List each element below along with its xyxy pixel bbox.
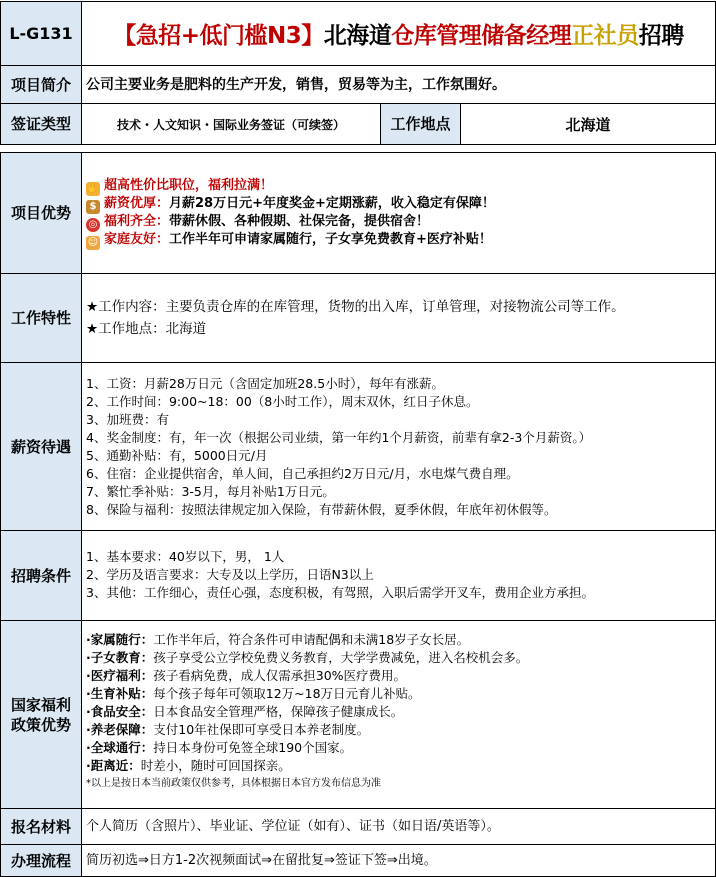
advantages-content: [82, 153, 715, 273]
job-code: L-G131: [1, 2, 82, 65]
header-row: [1, 2, 715, 65]
advantage-item: ◎ 福利齐全：带薪休假、各种假期、社保完备，提供宿舍！: [86, 213, 715, 231]
welfare-note: *以上是按日本当前政策仅供参考，具体根据日本官方发布信息为准: [86, 778, 381, 789]
requirement-line: 1、基本要求：40岁以下，男， 1人: [86, 549, 285, 564]
welfare-item: ·食品安全：日本食品安全管理严格，保障孩子健康成长。: [86, 704, 404, 719]
salary-line: 3、加班费：有: [86, 412, 169, 427]
salary-line: 1、工资：月薪28万日元（含固定加班28.5小时），每年有涨薪。: [86, 376, 444, 391]
intro-text: 公司主要业务是肥料的生产开发，销售，贸易等为主，工作氛围好。: [86, 76, 506, 93]
welfare-item: ·子女教育：孩子享受公立学校免费义务教育，大学学费减免，进入名校机会多。: [86, 650, 529, 665]
salary-line: 8、保险与福利：按照法律规定加入保险，有带薪休假，夏季休假，年底年初休假等。: [86, 502, 557, 517]
location-label: 工作地点: [381, 104, 461, 144]
salary-line: 2、工作时间：9:00~18：00（8小时工作），周末双休，红日子休息。: [86, 394, 479, 409]
advantage-item: ✋ 超高性价比职位，福利拉满！: [86, 178, 274, 194]
intro-label: 项目简介: [1, 66, 82, 103]
process-label: 办理流程: [1, 845, 82, 876]
welfare-item: ·生育补贴：每个孩子每年可领取12万~18万日元育儿补贴。: [86, 686, 421, 701]
salary-label: 薪资待遇: [1, 363, 82, 530]
visa-label: 签证类型: [1, 104, 82, 144]
title-suffix: 招聘: [638, 23, 684, 49]
requirements-content: [82, 531, 715, 620]
page-title: [82, 2, 715, 65]
materials-text: 个人简历（含照片）、毕业证、学位证（如有）、证书（如日语/英语等）。: [86, 818, 500, 834]
materials-label: 报名材料: [1, 809, 82, 844]
requirement-line: 3、其他：工作细心，责任心强，态度积极，有驾照，入职后需学开叉车，费用企业方承担。: [86, 585, 594, 600]
salary-line: 4、奖金制度：有，年一次（根据公司业绩，第一年约1个月薪资，前辈有拿2-3个月薪资。）: [86, 430, 592, 445]
welfare-item: ·全球通行：持日本身份可免签全球190个国家。: [86, 740, 353, 755]
welfare-label-line1: 国家福利: [10, 695, 71, 714]
welfare-item: ·家属随行：工作半年后，符合条件可申请配偶和未满18岁子女长居。: [86, 632, 470, 647]
welfare-item: ·养老保障：支付10年社保即可享受日本养老制度。: [86, 722, 370, 737]
feature-line: ★工作地点：北海道: [86, 321, 207, 337]
requirement-line: 2、学历及语言要求：大专及以上学历，日语N3以上: [86, 567, 374, 582]
feature-line: ★工作内容：主要负责仓库的在库管理，货物的出入库，订单管理，对接物流公司等工作。: [86, 299, 625, 315]
welfare-content: [82, 621, 715, 808]
salary-line: 7、繁忙季补贴：3-5月，每月补贴1万日元。: [86, 484, 335, 499]
advantage-item: $ 薪资优厚：月薪28万日元+年度奖金+定期涨薪，收入稳定有保障！: [86, 195, 715, 213]
requirements-label: 招聘条件: [1, 531, 82, 620]
features-label: 工作特性: [1, 274, 82, 362]
title-job: 仓库管理储备经理: [391, 23, 572, 49]
welfare-item: ·医疗福利：孩子看病免费，成人仅需承担30%医疗费用。: [86, 668, 407, 683]
top-block: [0, 1, 716, 145]
welfare-label-line2: 政策优势: [10, 715, 71, 734]
advantages-label: 项目优势: [1, 153, 82, 273]
salary-content: [82, 363, 715, 530]
features-content: [82, 274, 715, 362]
money-bag-icon: $: [86, 200, 100, 214]
welfare-label: [1, 621, 82, 808]
family-icon: ☺: [87, 237, 99, 248]
process-text: 简历初选⇒日方1-2次视频面试⇒在留批复⇒签证下签⇒出境。: [86, 852, 437, 868]
welfare-item: ·距离近：时差小，随时可回国探亲。: [86, 758, 291, 773]
target-icon: ◎: [86, 218, 100, 232]
salary-line: 6、住宿：企业提供宿舍，单人间，自己承担约2万日元/月，水电煤气费自理。: [86, 466, 519, 481]
title-status: 正社员: [571, 23, 639, 49]
location-value: 北海道: [565, 115, 611, 134]
title-prefix: 【急招+低门槛N3】: [113, 23, 324, 49]
visa-type: 技术・人文知识・国际业务签证（可续签）: [82, 104, 381, 144]
title-location: 北海道: [323, 23, 392, 49]
advantage-item: ☺ 家庭友好：工作半年可申请家属随行，子女享免费教育+医疗补贴！: [87, 232, 492, 248]
salary-line: 5、通勤补贴：有，5000日元/月: [86, 448, 268, 463]
clapping-hands-icon: ✋: [86, 183, 100, 194]
details-block: [0, 152, 716, 877]
